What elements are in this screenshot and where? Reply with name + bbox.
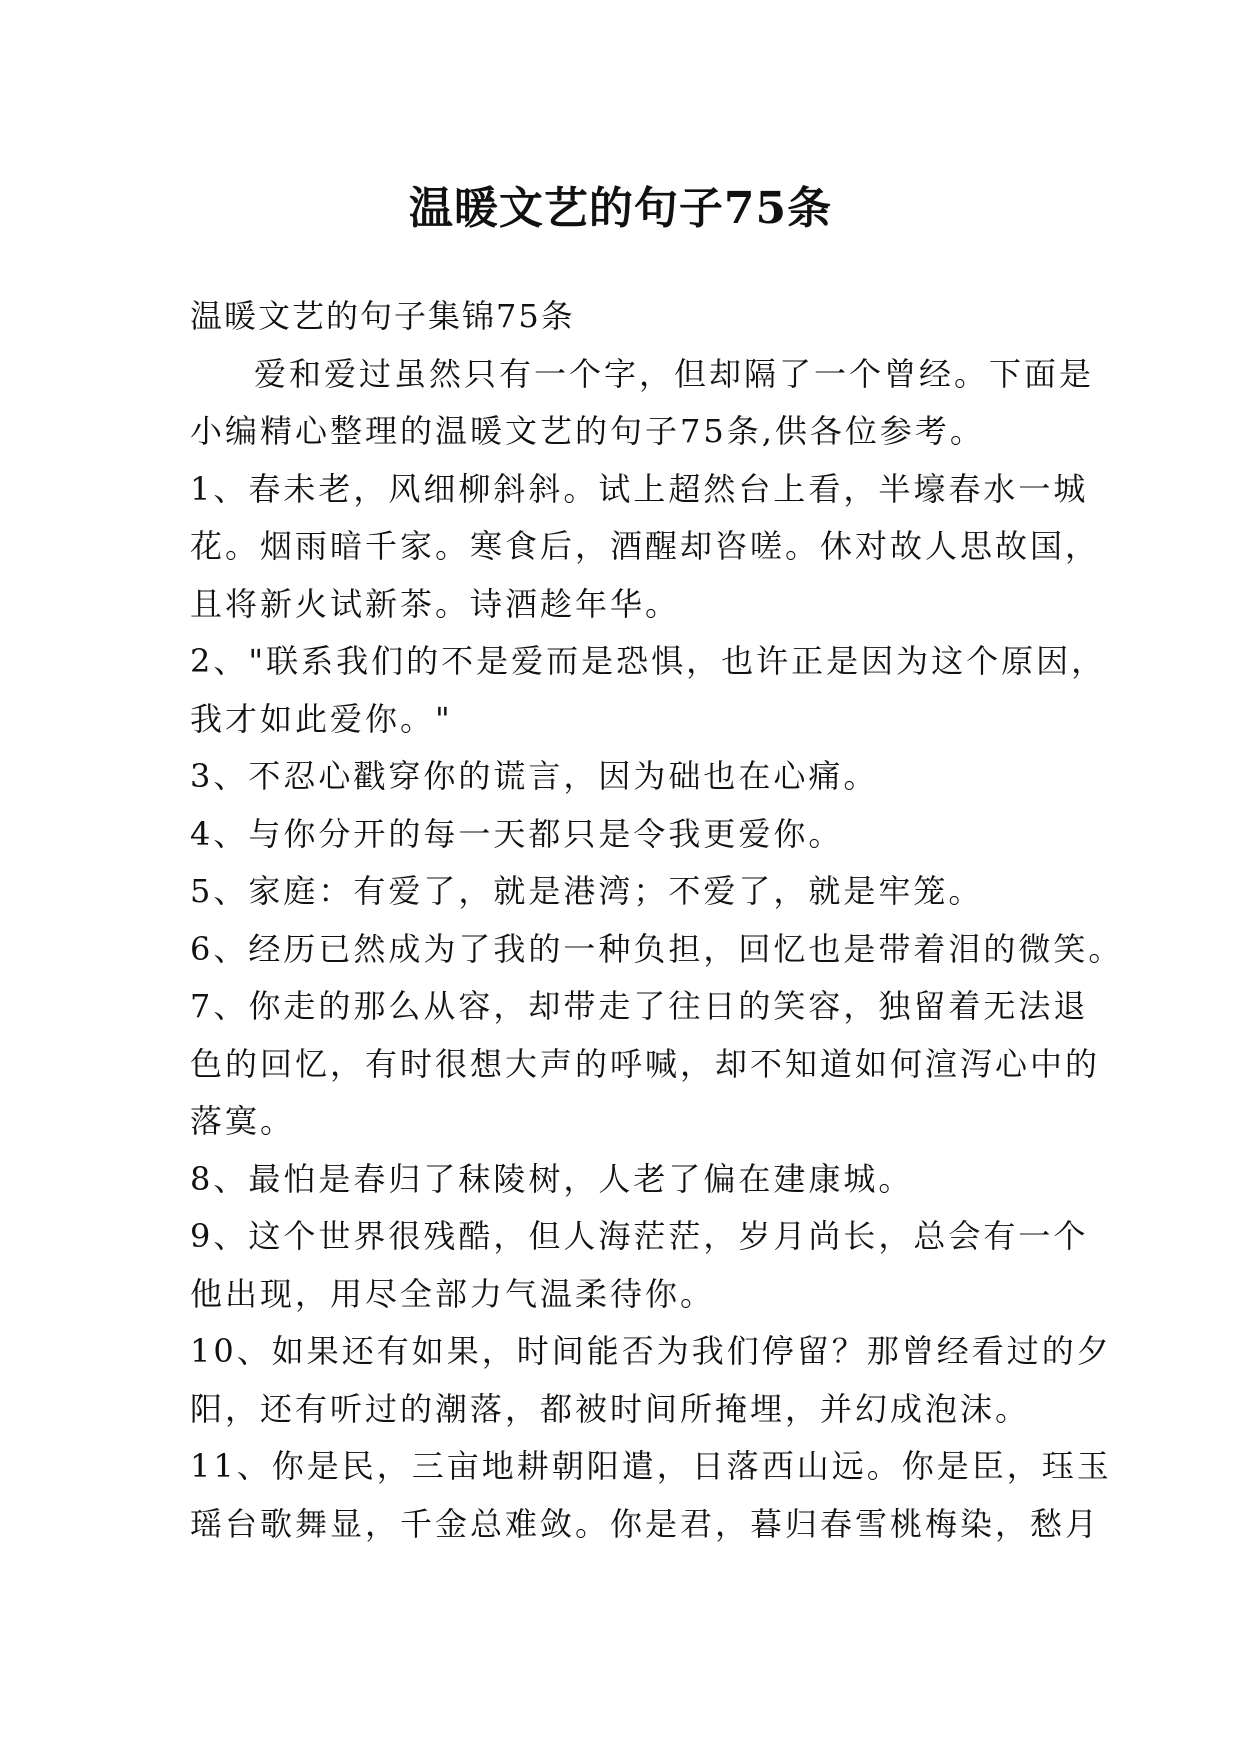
document-body — [190, 288, 1124, 1553]
list-item-line: 11、你是民，三亩地耕朝阳遣，日落西山远。你是臣，珏玉 — [190, 1447, 1112, 1485]
intro-paragraph — [190, 346, 1095, 404]
list-item-line: 5、家庭：有爱了，就是港湾；不爱了，就是牢笼。 — [190, 872, 984, 910]
list-item-line: 9、这个世界很残酷，但人海茫茫，岁月尚长，总会有一个 — [190, 1217, 1089, 1255]
list-item-line: 7、你走的那么从容，却带走了往日的笑容，独留着无法退 — [190, 987, 1089, 1025]
document-subtitle: 温暖文艺的句子集锦75条 — [190, 297, 575, 335]
list-item-line: 4、与你分开的每一天都只是令我更爱你。 — [190, 814, 844, 853]
list-item-line: 花。烟雨暗千家。寒食后，酒醒却咨嗟。休对故人思故国， — [190, 527, 1101, 565]
list-item-7 — [190, 978, 1101, 1151]
list-item-11 — [190, 1438, 1112, 1553]
list-item-8 — [190, 1151, 1090, 1209]
list-item-line: 10、如果还有如果，时间能否为我们停留？那曾经看过的夕 — [190, 1332, 1112, 1370]
list-item-line: 6、经历已然成为了我的一种负担，回忆也是带着泪的微笑。 — [190, 929, 1124, 968]
list-item-line: 1、春未老，风细柳斜斜。试上超然台上看，半壕春水一城 — [190, 469, 1089, 508]
list-item-line: 2、"联系我们的不是爱而是恐惧，也许正是因为这个原因， — [190, 642, 1107, 680]
list-item-line: 阳，还有听过的潮落，都被时间所掩埋，并幻成泡沫。 — [190, 1389, 1031, 1428]
list-item-3 — [190, 748, 1090, 806]
intro-paragraph-continued — [190, 403, 1090, 461]
list-item-line: 且将新火试新茶。诗酒趁年华。 — [190, 584, 681, 623]
list-item-line: 我才如此爱你。" — [190, 699, 453, 738]
list-item-5 — [190, 863, 1090, 921]
document-title: 温暖文艺的句子75条 — [408, 183, 833, 235]
list-item-line: 8、最怕是春归了秣陵树，人老了偏在建康城。 — [190, 1159, 914, 1198]
list-item-6 — [190, 921, 1124, 979]
intro-line: 爱和爱过虽然只有一个字，但却隔了一个曾经。下面是 — [254, 354, 1095, 393]
list-item-line: 他出现，用尽全部力气温柔待你。 — [190, 1274, 716, 1313]
list-item-line: 瑶台歌舞显，千金总难敛。你是君，暮归春雪桃梅染，愁月 — [190, 1504, 1101, 1543]
list-item-line: 落寞。 — [190, 1102, 296, 1140]
list-item-line: 色的回忆，有时很想大声的呼喊，却不知道如何渲泻心中的 — [190, 1044, 1101, 1083]
list-item-9 — [190, 1208, 1090, 1323]
list-item-2 — [190, 633, 1107, 748]
intro-line: 小编精心整理的温暖文艺的句子75条,供各位参考。 — [190, 412, 985, 450]
list-item-1 — [190, 461, 1101, 634]
list-item-10 — [190, 1323, 1112, 1438]
list-item-4 — [190, 806, 1090, 864]
list-item-line: 3、不忍心戳穿你的谎言，因为础也在心痛。 — [190, 757, 879, 795]
